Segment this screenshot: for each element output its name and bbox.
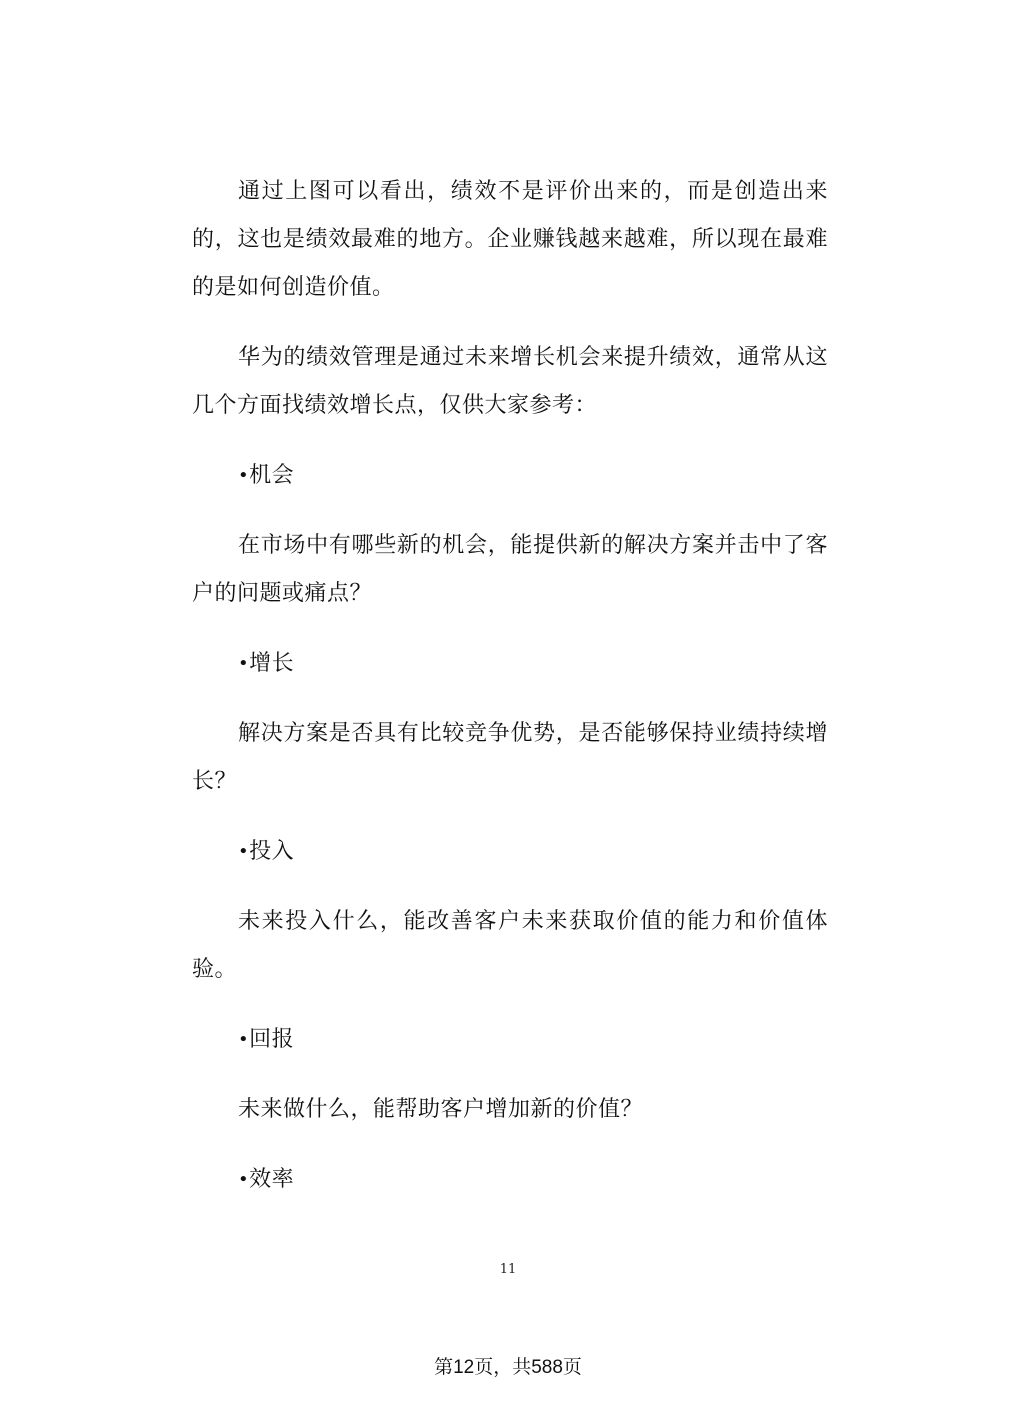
bullet-growth: [192, 640, 828, 688]
bullet-dot: •: [238, 1029, 250, 1050]
bullet-investment: [192, 828, 828, 876]
bullet-dot: •: [238, 653, 250, 674]
bullet-label: 效率: [249, 1167, 295, 1192]
bullet-label: 机会: [249, 463, 295, 488]
bullet-efficiency: [192, 1156, 828, 1204]
bullet-label: 回报: [249, 1027, 295, 1052]
paragraph-return: 未来做什么，能帮助客户增加新的价值？: [238, 1097, 644, 1122]
paragraph-opportunity: 在市场中有哪些新的机会，能提供新的解决方案并击中了客户的问题或痛点？: [192, 533, 828, 606]
bullet-label: 增长: [249, 651, 295, 676]
document-body: [192, 168, 828, 1226]
viewer-page-indicator: 第12页，共588页: [434, 1357, 582, 1378]
paragraph-growth: 解决方案是否具有比较竞争优势，是否能够保持业绩持续增长？: [192, 721, 828, 794]
bullet-opportunity: [192, 452, 828, 500]
page-number: 11: [499, 1262, 517, 1277]
bullet-dot: •: [238, 465, 250, 486]
bullet-return: [192, 1016, 828, 1064]
bullet-dot: •: [238, 1169, 250, 1190]
paragraph-investment: 未来投入什么，能改善客户未来获取价值的能力和价值体验。: [192, 909, 828, 982]
paragraph-huawei: 华为的绩效管理是通过未来增长机会来提升绩效，通常从这几个方面找绩效增长点，仅供大家参考：: [192, 345, 828, 418]
bullet-label: 投入: [249, 839, 295, 864]
paragraph-intro: 通过上图可以看出，绩效不是评价出来的，而是创造出来的，这也是绩效最难的地方。企业赚钱越来越难，所以现在最难的是如何创造价值。: [192, 179, 828, 300]
bullet-dot: •: [238, 841, 250, 862]
